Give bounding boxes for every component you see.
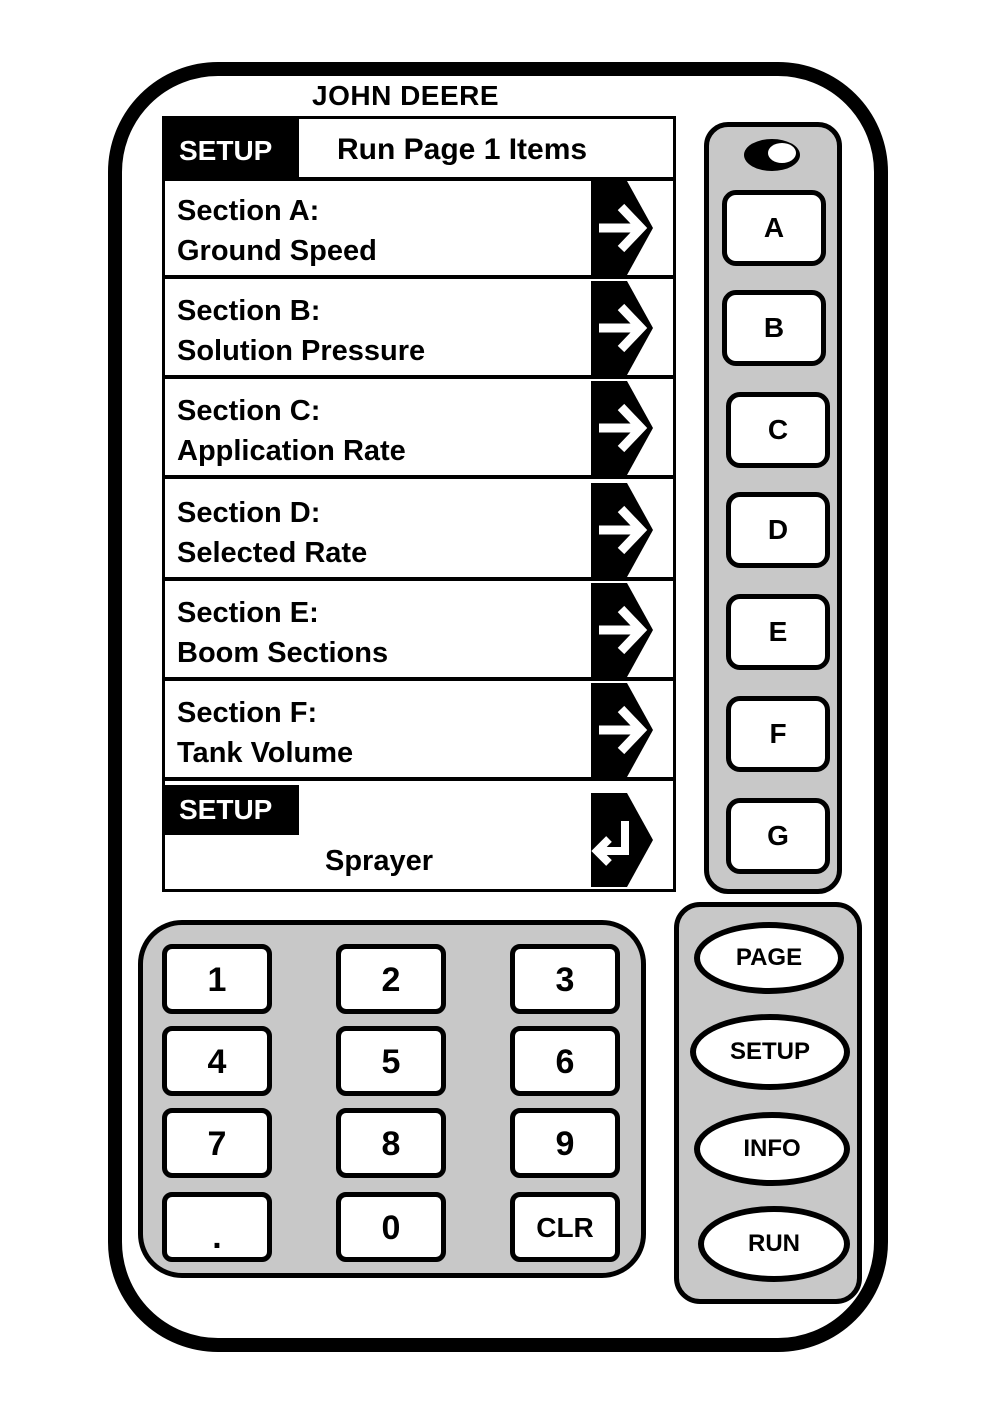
key-b[interactable]: B bbox=[722, 290, 826, 366]
right-arrow-icon[interactable] bbox=[591, 181, 661, 275]
key-0[interactable]: 0 bbox=[336, 1192, 446, 1262]
screen-header bbox=[165, 119, 673, 181]
setup-tag: SETUP bbox=[165, 785, 299, 835]
section-row-d[interactable] bbox=[165, 483, 673, 581]
key-f[interactable]: F bbox=[726, 696, 830, 772]
row-label: Section F: bbox=[177, 697, 318, 729]
right-arrow-icon[interactable] bbox=[591, 483, 661, 577]
page-button[interactable]: PAGE bbox=[694, 922, 844, 994]
key-4[interactable]: 4 bbox=[162, 1026, 272, 1096]
key-g[interactable]: G bbox=[726, 798, 830, 874]
right-arrow-icon[interactable] bbox=[591, 683, 661, 777]
key-c[interactable]: C bbox=[726, 392, 830, 468]
row-value: Ground Speed bbox=[177, 235, 377, 267]
key-3[interactable]: 3 bbox=[510, 944, 620, 1014]
section-row-b[interactable] bbox=[165, 281, 673, 379]
right-arrow-icon[interactable] bbox=[591, 583, 661, 677]
row-value: Solution Pressure bbox=[177, 335, 426, 367]
key-6[interactable]: 6 bbox=[510, 1026, 620, 1096]
setup-button[interactable]: SETUP bbox=[690, 1014, 850, 1090]
return-arrow-icon[interactable] bbox=[591, 793, 661, 887]
key-clear[interactable]: CLR bbox=[510, 1192, 620, 1262]
page-title: Run Page 1 Items bbox=[337, 133, 588, 166]
row-label: Section B: bbox=[177, 295, 321, 327]
section-row-e[interactable] bbox=[165, 583, 673, 681]
row-value: Tank Volume bbox=[177, 737, 354, 769]
right-arrow-icon[interactable] bbox=[591, 281, 661, 375]
section-row-a[interactable] bbox=[165, 181, 673, 279]
setup-footer-row[interactable] bbox=[165, 785, 673, 889]
row-label: Section D: bbox=[177, 497, 321, 529]
key-5[interactable]: 5 bbox=[336, 1026, 446, 1096]
setup-tag: SETUP bbox=[165, 119, 299, 177]
row-label: Section A: bbox=[177, 195, 320, 227]
section-row-c[interactable] bbox=[165, 381, 673, 479]
row-label: Section E: bbox=[177, 597, 319, 629]
status-light-icon bbox=[742, 137, 802, 173]
key-8[interactable]: 8 bbox=[336, 1108, 446, 1178]
row-value: Boom Sections bbox=[177, 637, 389, 669]
row-value: Application Rate bbox=[177, 435, 406, 467]
key-7[interactable]: 7 bbox=[162, 1108, 272, 1178]
key-decimal[interactable]: . bbox=[162, 1192, 272, 1262]
key-e[interactable]: E bbox=[726, 594, 830, 670]
sprayer-label: Sprayer bbox=[325, 845, 434, 877]
key-1[interactable]: 1 bbox=[162, 944, 272, 1014]
key-d[interactable]: D bbox=[726, 492, 830, 568]
key-2[interactable]: 2 bbox=[336, 944, 446, 1014]
right-arrow-icon[interactable] bbox=[591, 381, 661, 475]
display-screen bbox=[162, 116, 676, 892]
key-9[interactable]: 9 bbox=[510, 1108, 620, 1178]
section-row-f[interactable] bbox=[165, 683, 673, 781]
row-label: Section C: bbox=[177, 395, 321, 427]
info-button[interactable]: INFO bbox=[694, 1112, 850, 1186]
row-value: Selected Rate bbox=[177, 537, 368, 569]
key-a[interactable]: A bbox=[722, 190, 826, 266]
brand-logo-text: JOHN DEERE bbox=[312, 80, 500, 111]
run-button[interactable]: RUN bbox=[698, 1206, 850, 1282]
